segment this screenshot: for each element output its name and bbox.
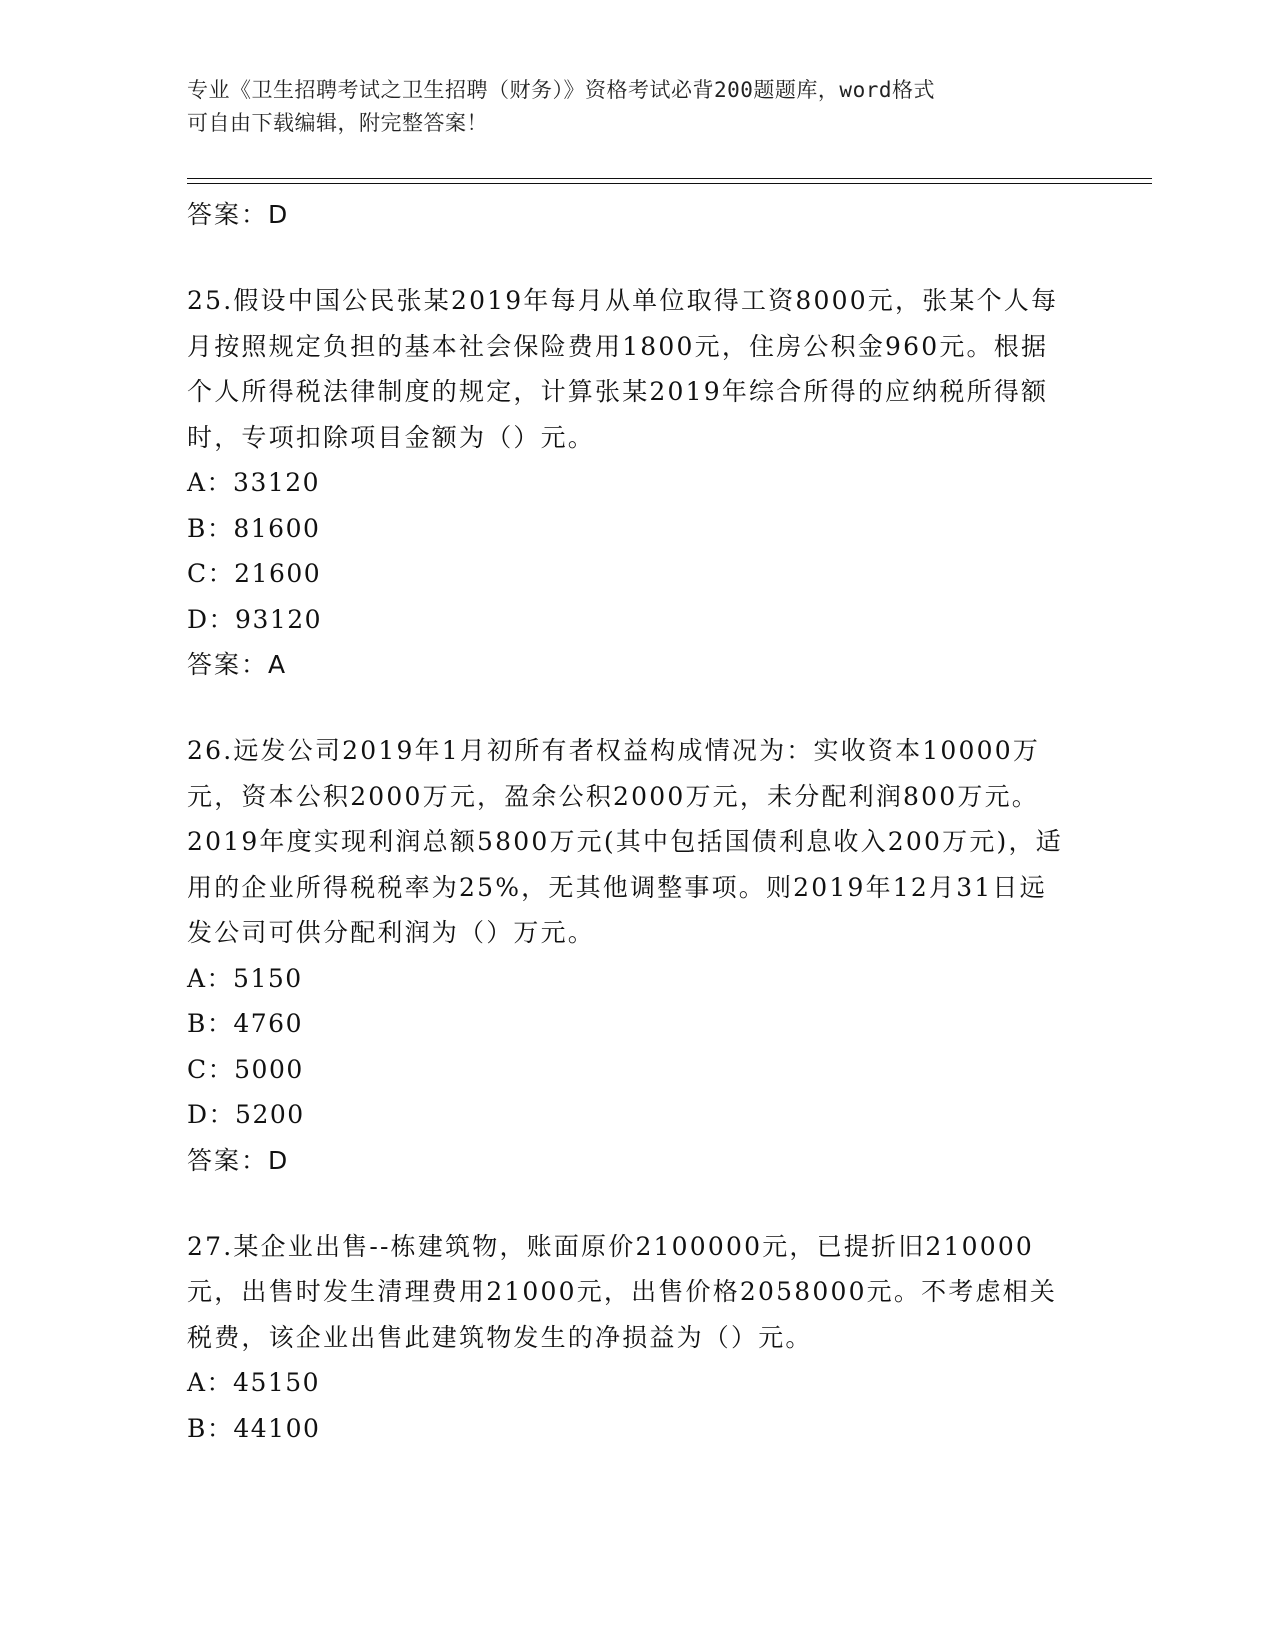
- option-a: A：5150: [187, 963, 303, 993]
- header-line-1: 专业《卫生招聘考试之卫生招聘（财务）》资格考试必背200题题库，word格式: [187, 78, 935, 102]
- answer-label: 答案：D: [187, 1145, 290, 1175]
- question-stem: 27.某企业出售--栋建筑物，账面原价2100000元，已提折旧210000元，出售时发生清理费用21000元，出售价格2058000元。不考虑相关税费，该企业出售此建筑物发生的净损益为（）元。: [187, 1231, 1058, 1352]
- question-stem: 26.远发公司2019年1月初所有者权益构成情况为：实收资本10000万元，资本公积2000万元，盈余公积2000万元，未分配利润800万元。2019年度实现利润总额5800万元(其中包括国债利息收入200万元)，适用的企业所得税税率为25%，无其他调整事项。则2019年12月31日远发公司可供分配利润为（）万元。: [187, 736, 1063, 947]
- header-rule-top: [187, 178, 1152, 179]
- document-body: [187, 192, 1087, 1451]
- question-27: [187, 1224, 1087, 1452]
- option-b: B：4760: [187, 1009, 303, 1038]
- option-b: B：81600: [187, 513, 321, 543]
- option-c: C：21600: [187, 559, 322, 588]
- option-a: A：45150: [187, 1368, 321, 1397]
- question-stem: 25.假设中国公民张某2019年每月从单位取得工资8000元，张某个人每月按照规定负担的基本社会保险费用1800元，住房公积金960元。根据个人所得税法律制度的规定，计算张某2019年综合所得的应纳税所得额时，专项扣除项目金额为（）元。: [187, 286, 1059, 452]
- option-b: B：44100: [187, 1413, 321, 1443]
- option-d: D：5200: [187, 1100, 305, 1129]
- answer-label: 答案：D: [187, 200, 290, 229]
- question-25: [187, 278, 1087, 688]
- answer-label: 答案：A: [187, 650, 288, 679]
- option-a: A：33120: [187, 468, 321, 497]
- option-d: D：93120: [187, 604, 323, 634]
- header-line-2: 可自由下载编辑，附完整答案！: [187, 111, 488, 135]
- document-header: [187, 74, 1067, 140]
- option-c: C：5000: [187, 1054, 304, 1084]
- question-26: [187, 728, 1087, 1184]
- header-rule-bottom: [187, 183, 1152, 184]
